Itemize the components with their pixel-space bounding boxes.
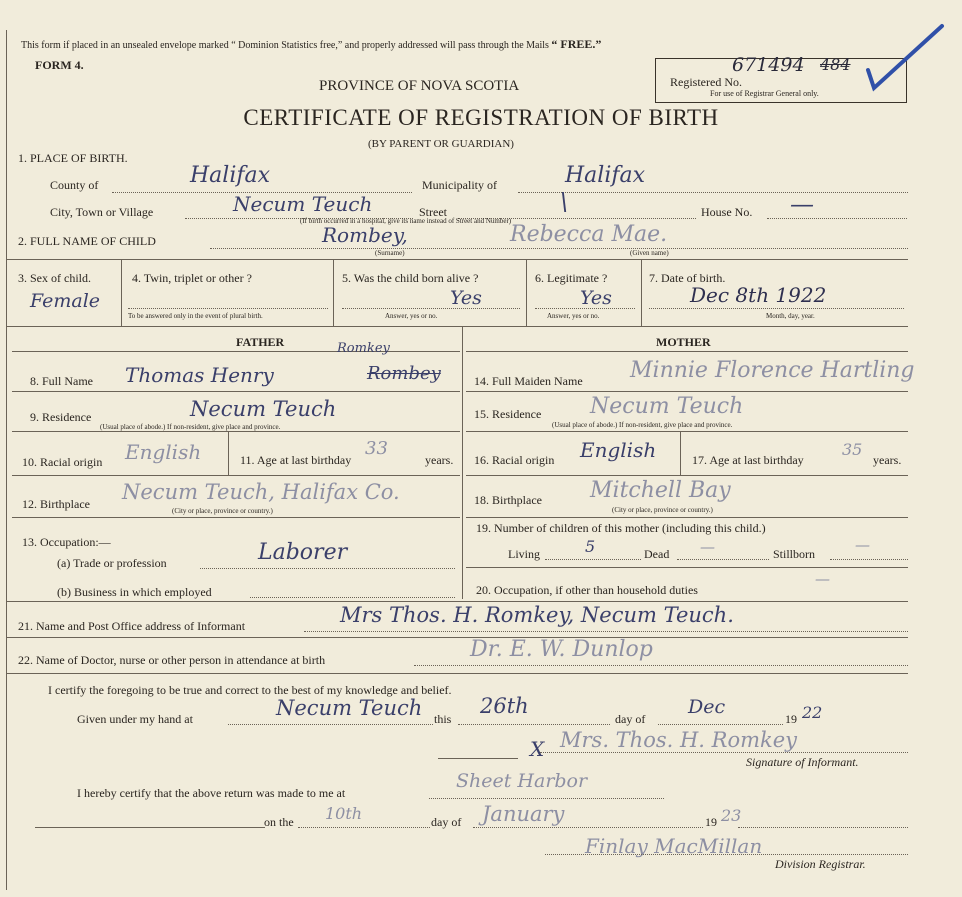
registered-struck: 484 xyxy=(820,55,851,74)
mother-age-unit: years. xyxy=(873,453,902,467)
informant-signature: Mrs. Thos. H. Romkey xyxy=(560,728,798,752)
sex-value: Female xyxy=(30,290,101,312)
place-of-birth-heading: 1. PLACE OF BIRTH. xyxy=(18,151,128,165)
mother-birthplace-label: 18. Birthplace xyxy=(474,493,542,507)
legitimate-note: Answer, yes or no. xyxy=(547,312,600,320)
mother-name-value: Minnie Florence Hartling xyxy=(630,358,915,383)
given-label: Given under my hand at xyxy=(77,712,193,726)
father-name-value: Thomas Henry xyxy=(125,363,274,387)
street-note: (If birth occurred in a hospital, give its name instead of Street and Number) xyxy=(300,217,512,225)
mother-birthplace-note: (City or place, province or country.) xyxy=(612,506,713,514)
occupation-label: 13. Occupation:— xyxy=(22,535,111,549)
father-heading: FATHER xyxy=(236,335,285,349)
father-age-value: 33 xyxy=(365,438,388,459)
given-day: 26th xyxy=(480,694,529,718)
father-name-correction: Romkey xyxy=(337,341,390,356)
city-value: Necum Teuch xyxy=(233,192,373,216)
left-border xyxy=(6,30,7,890)
registrar-day-of-label: day of xyxy=(431,815,462,829)
municipality-label: Municipality of xyxy=(422,178,497,192)
mother-residence-label: 15. Residence xyxy=(474,407,542,421)
registered-label: Registered No. xyxy=(670,75,742,89)
dead-label: Dead xyxy=(644,547,670,561)
registrar-use-note: For use of Registrar General only. xyxy=(710,89,819,98)
doctor-value: Dr. E. W. Dunlop xyxy=(470,637,653,662)
mail-notice-free: “ FREE.” xyxy=(551,37,602,51)
given-month: Dec xyxy=(688,696,726,718)
father-racial-label: 10. Racial origin xyxy=(22,455,103,469)
street-label: Street xyxy=(419,205,447,219)
registrar-signature: Finlay MacMillan xyxy=(585,834,763,858)
registrar-signature-label: Division Registrar. xyxy=(775,857,866,871)
informant-signature-label: Signature of Informant. xyxy=(746,755,859,769)
living-value: 5 xyxy=(585,537,596,556)
father-name-struck: Rombey xyxy=(367,363,441,384)
date-value: Dec 8th 1922 xyxy=(690,283,827,307)
certificate-subtitle: (BY PARENT OR GUARDIAN) xyxy=(368,138,514,150)
county-label: County of xyxy=(50,178,99,192)
children-label: 19. Number of children of this mother (including this child.) xyxy=(476,521,766,535)
registered-number: 671494 xyxy=(732,54,805,76)
certify-statement: I certify the foregoing to be true and correct to the best of my knowledge and belief. xyxy=(48,683,452,697)
mother-residence-note: (Usual place of abode.) If non-resident, give place and province. xyxy=(552,421,733,429)
twin-note: To be answered only in the event of plural birth. xyxy=(128,312,263,320)
registrar-place: Sheet Harbor xyxy=(456,770,588,792)
father-birthplace-note: (City or place, province or country.) xyxy=(172,507,273,515)
mother-age-value: 35 xyxy=(842,440,863,459)
mail-notice-text: This form if placed in an unsealed envelope marked “ Dominion Statistics free,” and properly addressed will pass through the Mails xyxy=(21,40,549,51)
child-surname: Rombey, xyxy=(322,223,408,247)
checkmark-icon xyxy=(860,20,950,95)
registrar-on-label: on the xyxy=(264,815,294,829)
certificate-title: CERTIFICATE OF REGISTRATION OF BIRTH xyxy=(243,105,719,130)
stillborn-label: Stillborn xyxy=(773,547,816,561)
father-name-label: 8. Full Name xyxy=(30,374,93,388)
given-place: Necum Teuch xyxy=(276,696,423,720)
informant-value: Mrs Thos. H. Romkey, Necum Teuch. xyxy=(340,603,734,627)
legitimate-label: 6. Legitimate ? xyxy=(535,271,608,285)
mother-occupation-value: — xyxy=(815,570,830,588)
registrar-year: 23 xyxy=(721,806,742,825)
given-this-label: this xyxy=(434,712,452,726)
father-birthplace-value: Necum Teuch, Halifax Co. xyxy=(122,480,400,504)
registrar-day: 10th xyxy=(325,804,363,823)
registrar-statement: I hereby certify that the above return was made to me at xyxy=(77,786,346,800)
informant-label: 21. Name and Post Office address of Informant xyxy=(18,619,246,633)
child-name-label: 2. FULL NAME OF CHILD xyxy=(18,234,156,248)
county-value: Halifax xyxy=(190,163,271,188)
mother-heading: MOTHER xyxy=(656,335,711,349)
municipality-value: Halifax xyxy=(565,163,646,188)
legitimate-value: Yes xyxy=(580,287,612,309)
mother-age-label: 17. Age at last birthday xyxy=(692,453,804,467)
doctor-label: 22. Name of Doctor, nurse or other person in attendance at birth xyxy=(18,653,326,667)
given-day-of-label: day of xyxy=(615,712,646,726)
father-residence-label: 9. Residence xyxy=(30,410,92,424)
date-label: 7. Date of birth. xyxy=(649,271,726,285)
alive-label: 5. Was the child born alive ? xyxy=(342,271,479,285)
given-year: 22 xyxy=(802,703,823,722)
given-name-note: (Given name) xyxy=(630,249,669,257)
mother-name-label: 14. Full Maiden Name xyxy=(474,374,583,388)
informant-mark: X xyxy=(530,737,545,761)
province-heading: PROVINCE OF NOVA SCOTIA xyxy=(319,78,520,94)
registrar-year-prefix: 19 xyxy=(705,815,717,829)
father-residence-note: (Usual place of abode.) If non-resident, give place and province. xyxy=(100,423,281,431)
father-age-unit: years. xyxy=(425,453,454,467)
form-number: FORM 4. xyxy=(35,58,84,72)
mother-residence-value: Necum Teuch xyxy=(590,394,744,419)
mother-racial-value: English xyxy=(580,438,657,462)
trade-label: (a) Trade or profession xyxy=(57,556,167,570)
business-label: (b) Business in which employed xyxy=(57,585,212,599)
mother-racial-label: 16. Racial origin xyxy=(474,453,555,467)
stillborn-value: — xyxy=(855,536,870,554)
alive-note: Answer, yes or no. xyxy=(385,312,438,320)
living-label: Living xyxy=(508,547,540,561)
city-label: City, Town or Village xyxy=(50,205,154,219)
dead-value: — xyxy=(700,538,715,556)
house-label: House No. xyxy=(701,205,753,219)
father-residence-value: Necum Teuch xyxy=(190,397,337,421)
alive-value: Yes xyxy=(450,287,482,309)
father-racial-value: English xyxy=(125,440,202,464)
mother-occupation-label: 20. Occupation, if other than household duties xyxy=(476,583,698,597)
father-birthplace-label: 12. Birthplace xyxy=(22,497,90,511)
trade-value: Laborer xyxy=(258,540,348,565)
registrar-month: January xyxy=(482,802,565,826)
surname-note: (Surname) xyxy=(375,249,405,257)
given-year-prefix: 19 xyxy=(785,712,797,726)
sex-label: 3. Sex of child. xyxy=(18,271,91,285)
street-value: \ xyxy=(560,188,569,216)
mother-birthplace-value: Mitchell Bay xyxy=(590,478,731,503)
date-note: Month, day, year. xyxy=(766,312,815,320)
mail-notice xyxy=(21,37,601,52)
twin-label: 4. Twin, triplet or other ? xyxy=(132,271,252,285)
father-age-label: 11. Age at last birthday xyxy=(240,453,352,467)
house-value: — xyxy=(790,190,814,218)
child-given-name: Rebecca Mae. xyxy=(510,222,668,247)
